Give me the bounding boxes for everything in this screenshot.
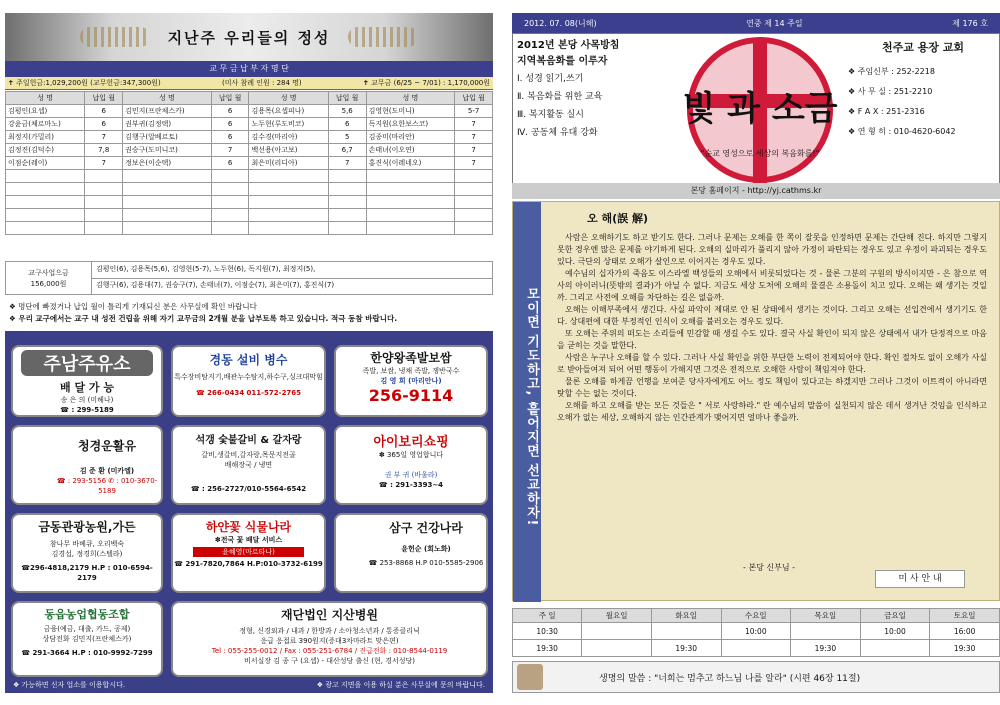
column-header: 납입 월: [328, 92, 366, 105]
table-cell: 7: [211, 144, 249, 157]
table-cell: 10:00: [721, 623, 791, 640]
ad-galbi: 석갱 숯불갈비 & 갈자랑 갈비,생갈비,갈자랑,목문지전골 배해장국 / 냉면 ☎ : 256-2727/010-5564-6542: [171, 425, 326, 505]
table-cell: 19:30: [651, 640, 721, 657]
table-row: [6, 209, 493, 222]
table-row: [6, 183, 493, 196]
sermon-section: [512, 201, 1000, 601]
table-cell: 정보은(이순택): [123, 157, 212, 170]
liturgical-week: 연중 제 14 주일: [746, 18, 803, 28]
sunday-total: ✝ 주일헌금:1,029,200원 (교무헌금:347,300원): [8, 79, 161, 87]
column-header: 납입 월: [455, 92, 493, 105]
vertical-motto: 모이면 기도하고, 흩어지면 선교하자!: [513, 202, 541, 602]
divider: [92, 278, 492, 279]
fund-line: 김행구(6), 김용대(7), 권승구(7), 손태녀(7), 이점순(7), 최은미(7), 홍진식(7): [96, 281, 335, 289]
table-row: [6, 131, 493, 144]
mass-guide-label: 미 사 안 내: [875, 570, 965, 588]
table-cell: [721, 640, 791, 657]
column-header: 주 일: [513, 609, 582, 623]
table-cell: [249, 196, 328, 209]
left-page: [5, 13, 493, 693]
ad-gas-station: 주남주유소 배 달 가 능 송 은 의 (미헤나) ☎ : 299-5189: [11, 345, 163, 417]
fund-box: [5, 261, 493, 295]
table-cell: [249, 222, 328, 235]
table-cell: 6,7: [328, 144, 366, 157]
table-row: [6, 144, 493, 157]
ornament-icon: [80, 27, 150, 47]
table-cell: [249, 170, 328, 183]
jesus-portrait-icon: [517, 664, 543, 690]
table-cell: 노두현(루도비코): [249, 118, 328, 131]
table-cell: [123, 222, 212, 235]
table-cell: [328, 170, 366, 183]
dues-total: ✝ 교무금 (6/25 ~ 7/01) : 1,170,000원: [362, 79, 490, 87]
mass-schedule: [512, 608, 1000, 657]
table-row: [6, 105, 493, 118]
table-cell: [6, 196, 85, 209]
table-cell: [455, 209, 493, 222]
table-cell: 6: [85, 105, 123, 118]
table-cell: 6: [85, 118, 123, 131]
table-cell: 6: [211, 131, 249, 144]
table-cell: [366, 209, 455, 222]
table-cell: [366, 196, 455, 209]
church-info: [848, 38, 998, 142]
table-cell: [211, 196, 249, 209]
table-cell: 10:00: [860, 623, 930, 640]
column-header: 화요일: [651, 609, 721, 623]
table-cell: 권부귀(김정택): [123, 118, 212, 131]
table-cell: 7: [85, 157, 123, 170]
ads-panel: [5, 331, 493, 681]
table-cell: 19:30: [791, 640, 861, 657]
table-cell: [6, 170, 85, 183]
table-cell: [211, 183, 249, 196]
contact-line: ❖ F A X : 251-2316: [848, 107, 925, 116]
table-cell: 6: [211, 157, 249, 170]
table-cell: [366, 170, 455, 183]
column-header: 납입 월: [211, 92, 249, 105]
table-cell: [455, 196, 493, 209]
table-cell: 김용목(요셉피나): [249, 105, 328, 118]
page-title: 지난주 우리들의 정성: [167, 28, 331, 47]
table-cell: [123, 196, 212, 209]
logo-motto: "순교 영성으로 세상의 복음화를!": [700, 149, 820, 158]
table-cell: 19:30: [930, 640, 1000, 657]
table-cell: [791, 623, 861, 640]
ad-farm: 금동관광농원,가든 참나무 바베큐, 오리백숙 김경섭, 정경희(스텔라) ☎296-4818,2179 H.P : 010-6594-2179: [11, 513, 163, 593]
ad-jokbal: 한양왕족발보쌈 족발, 보쌈, 냉채 족발, 쟁반국수 김 영 희 (마리안나) 256-9114: [334, 345, 488, 417]
table-cell: 김행구(알베르토): [123, 131, 212, 144]
column-header: 성 명: [6, 92, 85, 105]
column-header: 성 명: [123, 92, 212, 105]
word-of-life: 생명의 말씀 : "너희는 멈추고 하느님 나를 알라" (시편 46장 11절): [512, 661, 1000, 693]
fund-line: 김평인(6), 김용목(5,6), 김영현(5-7), 노두현(6), 독지원(7), 최정지(5),: [96, 265, 316, 273]
table-cell: [366, 183, 455, 196]
table-cell: [123, 170, 212, 183]
right-page: [512, 13, 1000, 693]
bulletin-logo: [665, 36, 855, 192]
subtitle: 교 무 금 납 부 자 명 단: [5, 61, 493, 77]
note: ❖ 명단에 빠졌거나 납입 월이 틀리게 기재되신 분은 사무실에 확인 바랍니다: [9, 302, 257, 311]
column-header: 토요일: [930, 609, 1000, 623]
table-cell: [6, 183, 85, 196]
table-row: [6, 170, 493, 183]
column-header: 성 명: [249, 92, 328, 105]
table-cell: 김종미(마리안): [366, 131, 455, 144]
table-cell: [211, 222, 249, 235]
table-cell: 16:00: [930, 623, 1000, 640]
table-cell: 5,6: [328, 105, 366, 118]
table-cell: 10:30: [513, 623, 582, 640]
table-row: [6, 118, 493, 131]
table-cell: [85, 209, 123, 222]
table-cell: [211, 209, 249, 222]
table-cell: [328, 222, 366, 235]
table-cell: 손태녀(이오연): [366, 144, 455, 157]
ad-flower: 하얀꽃 식물나라 ✽전국 꽃 배달 서비스 윤혜영(마르타나) ☎ 291-7820,7864 H.P:010-3732-6199: [171, 513, 326, 593]
column-header: 목요일: [791, 609, 861, 623]
table-cell: [85, 222, 123, 235]
plan-item: Ⅰ. 성경 읽기,쓰기: [517, 74, 584, 84]
homepage-link: 본당 홈페이지 - http://yj.cathms.kr: [512, 183, 1000, 199]
table-cell: 7: [328, 157, 366, 170]
table-cell: 백선용(아고보): [249, 144, 328, 157]
table-cell: 7,8: [85, 144, 123, 157]
table-cell: 6: [211, 105, 249, 118]
table-cell: [455, 222, 493, 235]
column-header: 월요일: [582, 609, 652, 623]
table-cell: [455, 170, 493, 183]
table-cell: [6, 209, 85, 222]
table-row: [6, 222, 493, 235]
table-cell: [455, 183, 493, 196]
sermon-title: 오 해(誤 解): [587, 212, 648, 225]
ornament-icon: [348, 27, 418, 47]
table-cell: 권승구(도미니코): [123, 144, 212, 157]
table-cell: 7: [455, 118, 493, 131]
table-cell: [85, 170, 123, 183]
table-cell: 7: [455, 131, 493, 144]
table-row: [6, 157, 493, 170]
totals-bar: [5, 77, 493, 90]
table-cell: [366, 222, 455, 235]
table-cell: [6, 222, 85, 235]
table-cell: [85, 183, 123, 196]
table-cell: [328, 209, 366, 222]
contact-line: ❖ 사 무 실 : 251-2210: [848, 87, 933, 96]
table-row: [513, 640, 1000, 657]
plan-item: Ⅳ. 공동체 유대 강화: [517, 128, 598, 138]
table-cell: 김평인(요셉): [6, 105, 85, 118]
table-cell: 김수경(마리아): [249, 131, 328, 144]
table-cell: [582, 623, 652, 640]
table-cell: 이점순(레이): [6, 157, 85, 170]
masthead: [512, 33, 1000, 195]
logo-title: 빛 과 소금: [682, 89, 838, 129]
sermon-body: 사람은 오해하기도 하고 받기도 한다. 그러나 문제는 오해를 한 쪽이 잘못을 인정하면 문제는 간단해 진다. 하지만 그렇지 못한 경우엔 많은 문제를 야기하게 된다. 오해의 실마리가 풀리지 않아 가정이 파탄되는 경우도 있고 우정이 파괴되는 경우도 있다. 극단의 상태로 오해가 살인으로 이어지는 경우도 있다. 예수님의 십자가의 죽음도 이스라엘 백성들의 오해에서 비롯되었다는 것 - 물론 그분의 구원의 방식이지만 - 은 참으로 역사의 아이러니(뜻밖의 결과)가 아닐 수 없다. 지금도 세상 도처에 오해의 물결은 소용돌이 치고 있다. 오해는 왜 생기는 것일까. 그리고 사전에 오해를 차단하는 길은 없을까. 오해는 이해부족에서 생긴다. 사실 파악이 제대로 안 된 상태에서 생기는 것이다. 그리고 오해는 선입견에서 생기기도 한다. 상대편에 대한 부정적인 인식이 오해를 불러오는 경우도 있다. 또 오해는 주위의 떠도는 소리들에 민감할 때 생길 수도 있다. 결국 사실 확인이 되지 않은 상태에서 내가 단정적으로 마음을 굳히는 것을 말한다. 사람은 누구나 오해를 할 수 있다. 그러나 사실 확인을 위한 부단한 노력이 전제되어야 한다. 확인 절차도 없이 오해가 사실로 받아들여져 되어 어떤 행동이 가해지면 그것은 전적으로 오해한 사람이 책임져야 한다. 물론 오해를 하게끔 언행을 보여준 당사자에게도 어느 정도 책임이 있다고는 하겠지만 그러나 그것이 이트적이 아니라면 탓할 수는 없는 것이다. 오해를 하고 오해를 받는 모든 것들은 " 서로 사랑하라." 란 예수님의 말씀이 실천되지 않은 데서 생겨난 것임을 인식하고 오해가 없는 세상, 오해하지 않는 인간관계가 맺어지면 얼마나 좋을까.: [557, 233, 987, 422]
column-header: 수요일: [721, 609, 791, 623]
table-cell: 5: [328, 131, 366, 144]
table-cell: [328, 196, 366, 209]
offerings-banner: [5, 13, 493, 61]
plan-item: Ⅲ. 복지활동 실시: [517, 110, 584, 120]
table-cell: [249, 209, 328, 222]
ad-oil: 청경운활유 김 준 환 (미카엘) ☎ : 293-5156 ✆ : 010-3670-5189: [11, 425, 163, 505]
issue-date: 2012. 07. 08(니해): [524, 18, 597, 28]
table-cell: 김영현(도미니): [366, 105, 455, 118]
table-cell: 최은미(리디아): [249, 157, 328, 170]
ad-nonghyup: 동읍농업협동조합 금융(예금, 대출, 카드, 공제) 상담전화 김민지(프란체스카) ☎ 291-3664 H.P : 010-9992-7299: [11, 601, 163, 677]
ad-plumbing: 경동 설비 병수 특수장비탐지기,배관누수탐지,하수구,싱크대막힘 ☎ 266-0434 011-572-2765: [171, 345, 326, 417]
column-header: 납입 월: [85, 92, 123, 105]
table-cell: 7: [85, 131, 123, 144]
table-cell: [651, 623, 721, 640]
table-cell: 6: [328, 118, 366, 131]
table-cell: 김정진(김덕수): [6, 144, 85, 157]
table-cell: [123, 209, 212, 222]
left-footer: ❖ 가능하면 신자 업소를 이용합시다. ❖ 광고 지면을 이용 하실 분은 사무실에 문의 바랍니다.: [5, 677, 493, 693]
contact-line: ❖ 연 형 히 : 010-4620-6042: [848, 127, 956, 136]
table-cell: [582, 640, 652, 657]
issue-number: 제 176 호: [952, 18, 988, 28]
table-cell: 강윤금(체르마노): [6, 118, 85, 131]
table-cell: [860, 640, 930, 657]
column-header: 성 명: [366, 92, 455, 105]
attendance-total: (미사 참례 인원 : 284 명): [222, 79, 302, 87]
column-header: 금요일: [860, 609, 930, 623]
table-cell: [249, 183, 328, 196]
table-cell: 5-7: [455, 105, 493, 118]
table-row: [513, 623, 1000, 640]
issue-bar: [512, 13, 1000, 33]
table-cell: [211, 170, 249, 183]
table-cell: 7: [455, 157, 493, 170]
ad-hospital: 재단법인 지산병원 정형, 신경외과 / 내과 / 한방과 / 소아청소년과 / 통증클리닉 응급 응접료 390원지(증대3차마라트 맞은편) Tel : 055-255-0012 / Fax : 055-251-6784 / 진급전화 : 010-8544-0119 비서실장 김 종 구 (요셉) - 대산성당 출신 (현, 경서성당): [171, 601, 488, 677]
table-cell: 최정지(가밀리): [6, 131, 85, 144]
note: ❖ 우리 교구에서는 교구 내 성전 건립을 위해 자기 교무금의 2개월 분을 납부토록 하고 있습니다. 적극 동참 바랍니다.: [9, 314, 398, 323]
table-row: [6, 196, 493, 209]
ad-ivory: 아이보리쇼핑 ✽ 365일 영업합니다 권 부 귀 (바울라) ☎ : 291-3393~4: [334, 425, 488, 505]
table-cell: 7: [455, 144, 493, 157]
table-cell: 홍진식(이레네오): [366, 157, 455, 170]
table-cell: 독지원(요한보스코): [366, 118, 455, 131]
table-cell: [123, 183, 212, 196]
ad-health: 삼구 건강나라 윤헌순 (회노화) ☎ 253-8868 H.P 010-5585-2906: [334, 513, 488, 593]
notes: [9, 301, 397, 325]
table-cell: [328, 183, 366, 196]
table-cell: 19:30: [513, 640, 582, 657]
church-name: 천주교 용장 교회: [881, 41, 965, 54]
contact-line: ❖ 주임신부 : 252-2218: [848, 67, 935, 76]
table-cell: [85, 196, 123, 209]
plan-item: Ⅱ. 복음화를 위한 교육: [517, 92, 603, 102]
donor-table: [5, 91, 493, 235]
fund-label: 교구사업으금 156,000원: [6, 262, 92, 294]
table-cell: 김민지(프란체스카): [123, 105, 212, 118]
signature: - 본당 신부님 -: [743, 563, 796, 572]
pastoral-plan: 2012년 본당 사목방침 지역복음화를 이루자 Ⅰ. 성경 읽기,쓰기 Ⅱ. 복음화를 위한 교육 Ⅲ. 복지활동 실시 Ⅳ. 공동체 유대 강화: [517, 38, 667, 142]
table-cell: 6: [211, 118, 249, 131]
